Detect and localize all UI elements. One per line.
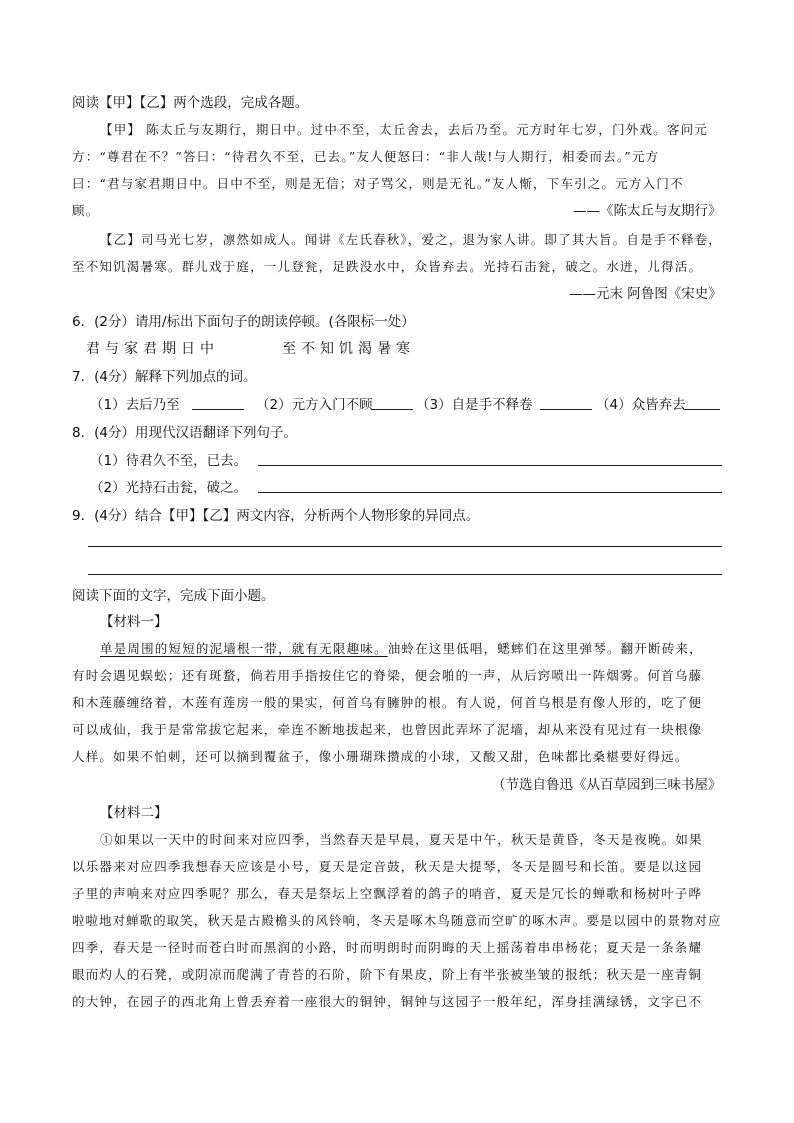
answer-line[interactable] <box>258 465 722 466</box>
passage-yi-line: 【乙】司马光七岁，凛然如成人。闻讲《左氏春秋》，爱之，退为家人讲。即了其大旨。自是手不释卷， <box>100 232 722 247</box>
answer-line[interactable] <box>258 492 722 493</box>
material-1-title: 【材料一】 <box>100 614 168 630</box>
material-1-line: 和木莲藤缠络着，木莲有莲房一般的果实，何首乌有臃肿的根。有人说，何首乌根是有像人形的，吃了便 <box>72 695 703 710</box>
material-2-line: ①如果以一天中的时间来对应四季，当然春天是早晨，夏天是中午，秋天是黄昏，冬天是夜晚。如果 <box>100 832 703 847</box>
answer-line[interactable] <box>88 574 722 575</box>
answer-blank[interactable] <box>192 409 244 410</box>
answer-blank[interactable] <box>684 409 720 410</box>
answer-blank[interactable] <box>371 409 413 410</box>
passage-jia-source: ——《陈太丘与友期行》 <box>573 203 722 219</box>
material-2-line: 四季，春天是一径时而苍白时而黑润的小路，时而明朗时而阴晦的天上摇荡着串串杨花；夏天是一条条耀 <box>72 940 703 955</box>
material-2-line: 以乐器来对应四季我想春天应该是小号，夏天是定音鼓，秋天是大提琴，冬天是圆号和长笛。要是以这园 <box>72 859 703 874</box>
answer-line[interactable] <box>88 546 722 547</box>
material-2-line: 的大钟，在园子的西北角上曾丢弃着一座很大的铜钟，铜钟与这园子一般年纪，浑身挂满绿锈，文字已不 <box>72 994 703 1009</box>
question-9-stem: 9．(4分）结合【甲】【乙】两文内容，分析两个人物形象的异同点。 <box>72 508 480 524</box>
question-8-item-1: （1）待君久不至，已去。 <box>90 453 248 469</box>
material-1-line: 有时会遇见蜈蚣；还有斑蝥，倘若用手指按住它的脊梁，便会啪的一声，从后窍喷出一阵烟雾。何首乌藤 <box>72 668 703 683</box>
question-7-stem: 7．(4分）解释下列加点的词。 <box>72 369 257 385</box>
question-7-item-3: （3）自是手不释卷 <box>416 397 533 413</box>
material-1-first-line <box>100 640 703 658</box>
question-8-item-2: （2）光持石击瓮，破之。 <box>90 480 248 496</box>
material-2-line: 子里的声响来对应四季呢？那么，春天是祭坛上空飘浮着的鸽子的哨音，夏天是冗长的蝉歌和杨树叶子哗 <box>72 886 703 901</box>
material-2-title: 【材料二】 <box>100 805 168 821</box>
passage-yi-line: 至不知饥渴暑寒。群儿戏于庭，一儿登瓮，足跌没水中，众皆弃去。光持石击瓮，破之。水迸，儿得活。 <box>72 259 703 274</box>
passage-jia-line: 顾。 <box>72 203 100 218</box>
answer-blank[interactable] <box>540 409 592 410</box>
question-7-item-2: （2）元方入门不顾 <box>256 397 373 413</box>
material-1-source: （节选自鲁迅《从百草园到三味书屋》 <box>492 777 722 793</box>
question-8-stem: 8．(4分）用现代汉语翻译下列句子。 <box>72 425 297 441</box>
section-intro-1: 阅读【甲】【乙】两个选段，完成各题。 <box>72 95 309 111</box>
section-intro-2: 阅读下面的文字，完成下面小题。 <box>72 588 275 604</box>
question-7-item-4: （4）众皆弃去 <box>596 397 686 413</box>
material-2-line: 眼而灼人的石凳，或阴凉而爬满了青苔的石阶，阶下有果皮，阶上有半张被坐皱的报纸；秋天是一座青铜 <box>72 967 703 982</box>
material-1-text: 油蛉在这里低唱，蟋蟀们在这里弹琴。翻开断砖来， <box>387 641 703 656</box>
material-1-line: 可以成仙，我于是常常拔它起来，牵连不断地拔起来，也曾因此弄坏了泥墙，却从来没有见过有一块根像 <box>72 722 703 737</box>
passage-jia-line: 方：“尊君在不？”答曰：“待君久不至，已去。”友人便怒曰：“非人哉!与人期行，相委而去。”元方 <box>72 149 660 164</box>
material-1-line: 人样。如果不怕刺，还可以摘到覆盆子，像小珊瑚珠攒成的小球，又酸又甜，色味都比桑椹要好得远。 <box>72 749 689 764</box>
passage-jia-line: 【甲】 陈太丘与友期行，期日中。过中不至，太丘舍去，去后乃至。元方时年七岁，门外戏。客问元 <box>100 122 708 137</box>
question-6-sentence-2: 至不知饥渴暑寒 <box>282 341 415 357</box>
question-6-stem: 6．(2分）请用/标出下面句子的朗读停顿。(各限标一处） <box>72 314 415 330</box>
question-6-sentence-1: 君与家君期日中 <box>86 341 219 357</box>
question-7-item-1: （1）去后乃至 <box>90 397 180 413</box>
passage-yi-source: ——元末 阿鲁图《宋史》 <box>569 286 722 302</box>
material-2-line: 啦啦地对蝉歌的取笑，秋天是古殿檐头的风铃响，冬天是啄木鸟随意而空旷的啄木声。要是以园中的景物对应 <box>72 913 722 928</box>
underlined-sentence: 单是周围的短短的泥墙根一带，就有无限趣味。 <box>100 641 388 656</box>
passage-jia-line: 曰：“君与家君期日中。日中不至，则是无信；对子骂父，则是无礼。”友人惭，下车引之。元方入门不 <box>72 176 684 191</box>
